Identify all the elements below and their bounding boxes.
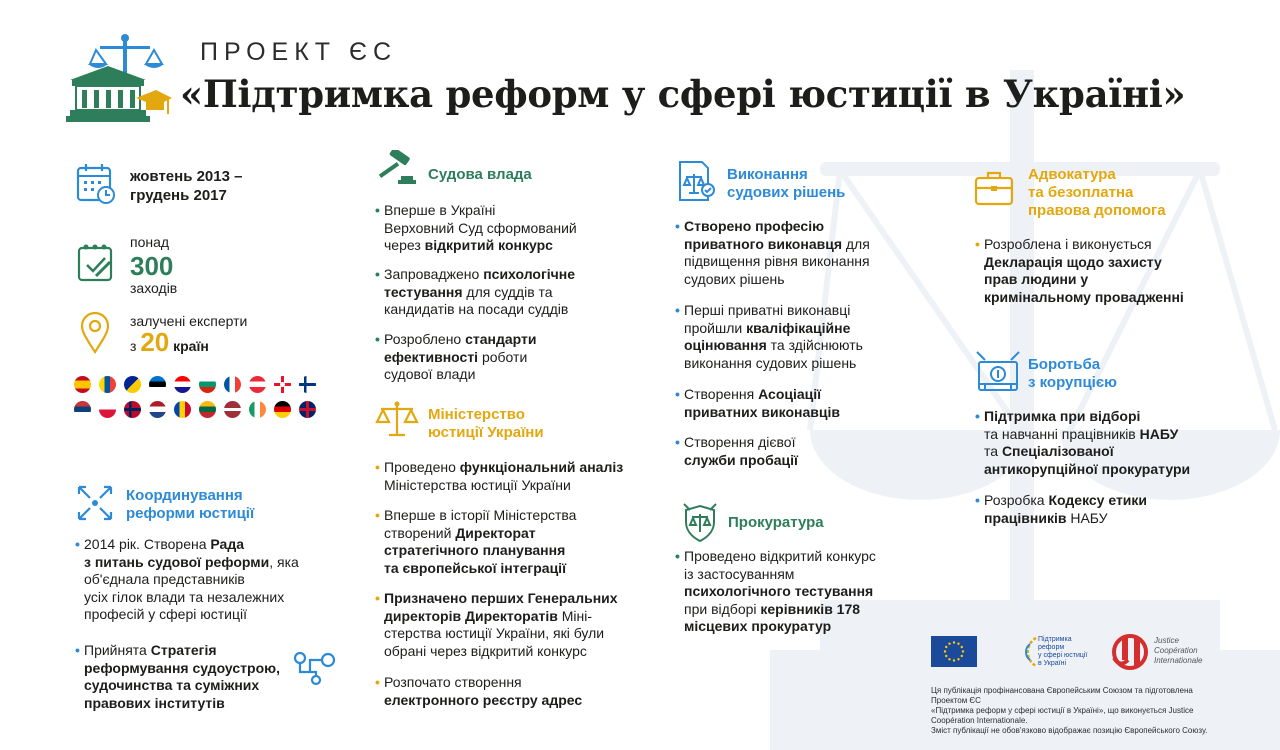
flag-germany-icon xyxy=(274,401,291,418)
flag-serbia-icon xyxy=(74,401,91,418)
eu-star xyxy=(944,650,946,652)
flag-netherlands-icon xyxy=(149,401,166,418)
flag-norway-icon xyxy=(124,401,141,418)
coordination-bullet-2: • Прийнята Стратегія реформування судоустрою, судочинства та суміжних правових інститутів xyxy=(75,642,280,711)
eu-star xyxy=(957,643,959,645)
ministry-bullet-4: • Розпочато створення електронного реєстру адрес xyxy=(375,674,583,708)
bar-heading-l2: та безоплатна xyxy=(1028,184,1134,201)
jci-l1: Justice xyxy=(1154,636,1179,645)
eu-star xyxy=(957,658,959,660)
flag-romania-icon xyxy=(99,376,116,393)
anticorruption-bullet-2: • Розробка Кодексу етики працівників НАБУ xyxy=(975,492,1148,526)
coordination-heading-l1: Координування xyxy=(126,487,243,504)
scales-icon xyxy=(375,400,419,440)
coordination-heading-l2: реформи юстиції xyxy=(126,505,255,522)
ministry-heading-l2: юстиції України xyxy=(428,424,544,441)
document-scales-icon xyxy=(676,160,716,204)
ministry-bullet-2: • Вперше в історії Міністерства створений Директорат стратегічного планування та європейської інтеграції xyxy=(375,507,577,576)
eu-star xyxy=(961,646,963,648)
flag-croatia-icon xyxy=(174,376,191,393)
project-logo xyxy=(1016,632,1096,672)
enforcement-bullet-1: • Створено професію приватного виконавця для підвищення рівня виконання судових рішень xyxy=(675,218,870,287)
flag-france-icon xyxy=(224,376,241,393)
jci-l2: Coopération xyxy=(1154,646,1198,655)
checklist-icon xyxy=(76,242,116,284)
prosecution-heading: Прокуратура xyxy=(728,514,824,531)
enforcement-heading-l1: Виконання xyxy=(727,166,808,183)
jci-logo xyxy=(1108,634,1218,670)
bar-heading-l3: правова допомога xyxy=(1028,202,1166,219)
eu-star xyxy=(962,650,964,652)
header-pretitle: ПРОЕКТ ЄС xyxy=(200,38,398,66)
jci-mark-icon xyxy=(1108,634,1152,670)
enforcement-bullet-2: • Перші приватні виконавці пройшли кваліфікаційне оцінювання та здійснюють виконання судових рішень xyxy=(675,302,863,371)
judiciary-bullet-1: • Вперше в Україні Верховний Суд сформований через відкритий конкурс xyxy=(375,202,577,253)
flag-moldova-icon xyxy=(174,401,191,418)
ministry-bullet-1: • Проведено функціональний аналіз Міністерства юстиції України xyxy=(375,459,624,493)
events-post: заходів xyxy=(130,279,178,296)
flag-spain-icon xyxy=(74,376,91,393)
courthouse-scales-logo-icon xyxy=(66,32,172,128)
events-pre: понад xyxy=(130,234,170,250)
coordination-bullet-1: • 2014 рік. Створена Рада з питань судової реформи, яка об'єднала представників усіх гілок влади та незалежних професій у сфері юстиції xyxy=(75,536,299,622)
judiciary-heading: Судова влада xyxy=(428,166,532,183)
flag-bulgaria-icon xyxy=(199,376,216,393)
judiciary-bullet-2: • Запроваджено психологічне тестування для суддів та кандидатів на посади суддів xyxy=(375,266,576,317)
prosecution-bullet-1: • Проведено відкритий конкурс із застосуванням психологічного тестування при відборі керівників 178 місцевих прокуратур xyxy=(675,548,876,634)
experts-from: з xyxy=(130,337,137,354)
flag-uk-icon xyxy=(299,401,316,418)
eu-star xyxy=(945,646,947,648)
jci-l3: Internationale xyxy=(1154,656,1203,665)
enforcement-heading-l2: судових рішень xyxy=(727,184,846,201)
eu-star xyxy=(948,658,950,660)
project-logo-l1: Підтримка реформ xyxy=(1038,636,1072,651)
flag-georgia-icon xyxy=(274,376,291,393)
anticorruption-heading-l1: Боротьба xyxy=(1028,356,1101,373)
flag-ireland-icon xyxy=(249,401,266,418)
flag-estonia-icon xyxy=(149,376,166,393)
flag-latvia-icon xyxy=(224,401,241,418)
enforcement-bullet-4: • Створення дієвої служби пробації xyxy=(675,434,798,468)
period-line1: жовтень 2013 – xyxy=(130,168,243,185)
location-pin-icon xyxy=(80,312,110,354)
flag-poland-icon xyxy=(99,401,116,418)
ministry-heading-l1: Міністерство xyxy=(428,406,525,423)
judiciary-bullet-3: • Розроблено стандарти ефективності роботи судової влади xyxy=(375,331,537,382)
eu-star xyxy=(953,659,955,661)
flag-finland-icon xyxy=(299,376,316,393)
eu-star xyxy=(961,655,963,657)
eu-star xyxy=(945,655,947,657)
network-nodes-icon xyxy=(292,648,338,688)
anticorruption-bullet-1: • Підтримка при відборі та навчанні працівників НАБУ та Спеціалізованої антикорупційної прокуратури xyxy=(975,408,1191,477)
experts-post: країн xyxy=(173,337,209,354)
eu-flag-logo-icon xyxy=(931,636,977,667)
experts-number: 20 xyxy=(140,326,170,357)
anticorruption-heading-l2: з корупцією xyxy=(1028,374,1117,391)
footer-disclaimer: Ця публікація профінансована Європейським Союзом та підготовлена Проектом ЄС «Підтримка реформ у сфері юстиції в Україні», що виконується Justice Coopération Internationale. Зміст публікації не обов'язково відображає позицію Європейського Союзу. xyxy=(931,686,1208,735)
events-number: 300 xyxy=(130,250,174,281)
eu-star xyxy=(948,643,950,645)
flag-bosnia-icon xyxy=(124,376,141,393)
project-logo-l3: в Україні xyxy=(1038,660,1067,667)
gavel-icon xyxy=(376,150,418,190)
flag-lithuania-icon xyxy=(199,401,216,418)
enforcement-bullet-3: • Створення Асоціації приватних виконавців xyxy=(675,386,840,420)
eu-star xyxy=(953,641,955,643)
ministry-bullet-3: • Призначено перших Генеральних директорів Директоратів Міні- стерства юстиції України, які були обрані через відкритий конкурс xyxy=(375,590,618,659)
bar-bullet-1: • Розроблена і виконується Декларація щодо захисту прав людини у кримінальному провадженні xyxy=(975,236,1184,305)
briefcase-icon xyxy=(974,168,1014,208)
flag-austria-icon xyxy=(249,376,266,393)
country-flags xyxy=(74,376,324,420)
anticorruption-building-icon xyxy=(975,350,1021,394)
calendar-icon xyxy=(76,162,116,204)
coordination-arrows-icon xyxy=(76,484,114,522)
page-title: «Підтримка реформ у сфері юстиції в Україні» xyxy=(180,72,1186,116)
experts-pre: залучені експерти xyxy=(130,313,248,329)
period-line2: грудень 2017 xyxy=(130,187,227,204)
shield-scales-icon xyxy=(680,500,720,544)
bar-heading-l1: Адвокатура xyxy=(1028,166,1116,183)
project-logo-l2: у сфері юстиції xyxy=(1038,652,1088,659)
